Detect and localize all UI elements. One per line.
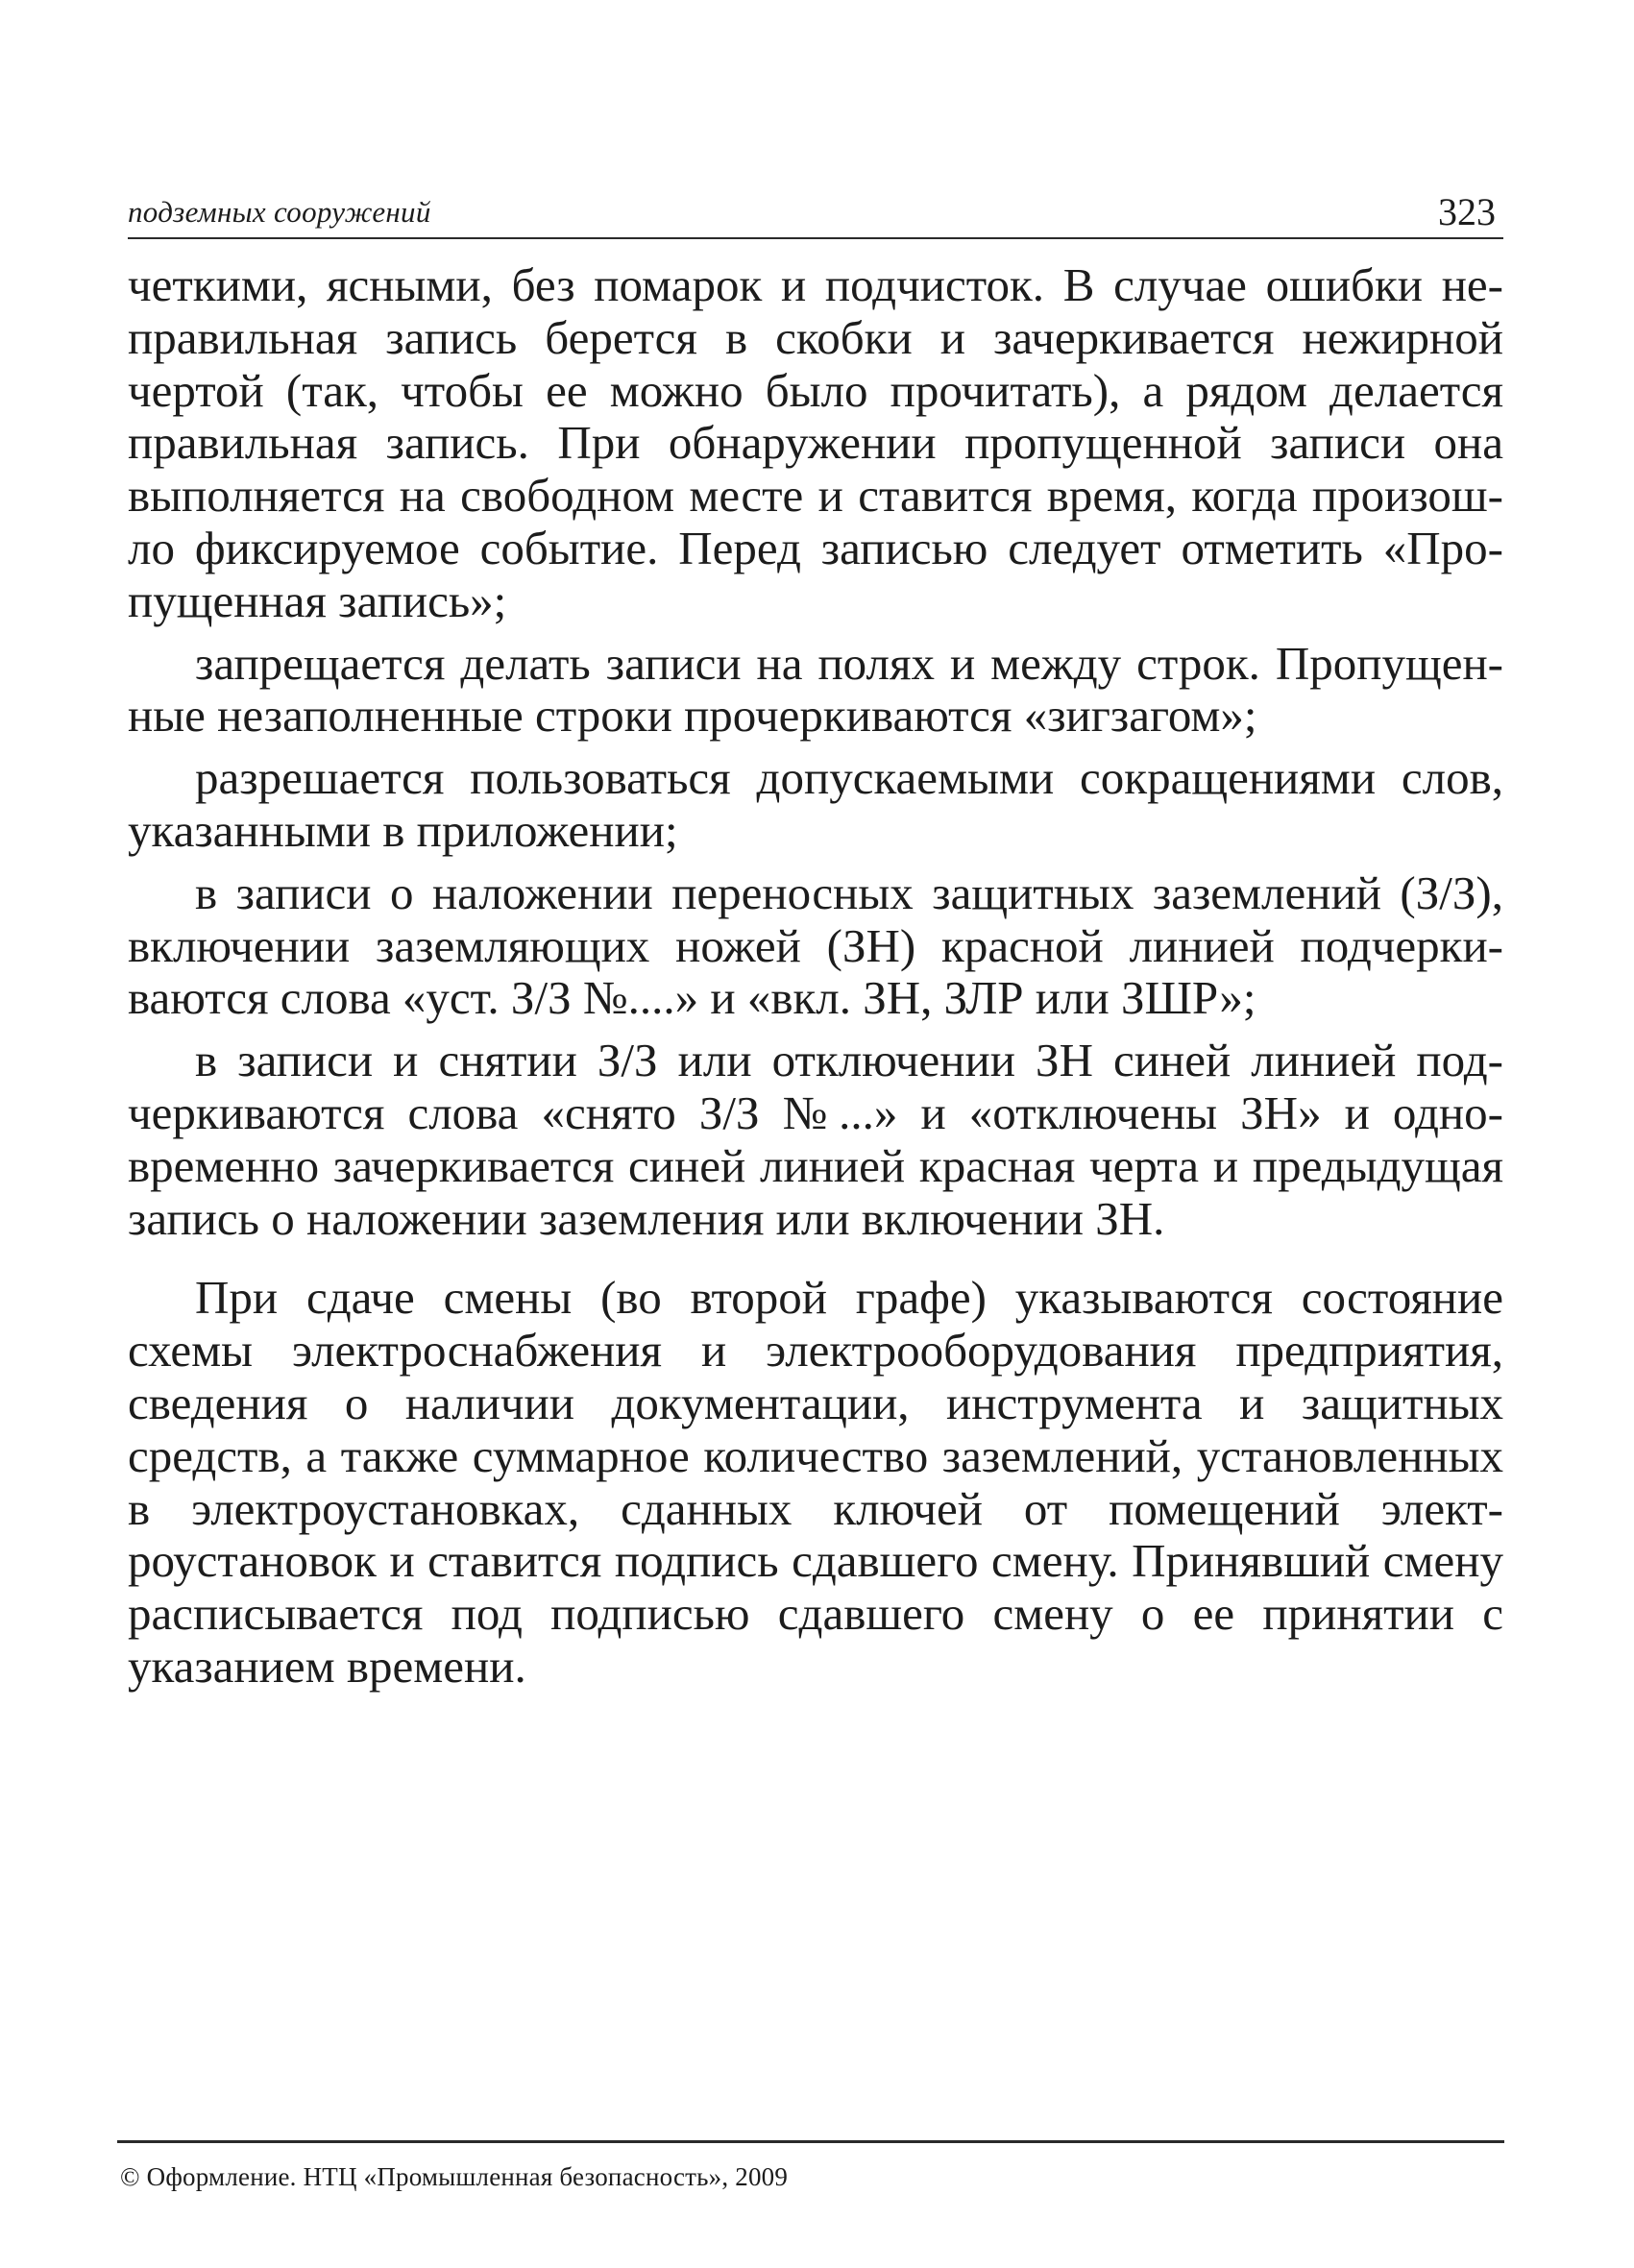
page-number: 323 xyxy=(1438,190,1496,233)
page-header xyxy=(128,187,1503,239)
paragraph-5: в записи и снятии З/З или отключении ЗН синей линией подчеркиваются слова «снято З/З №...» и «отключены ЗН» и одновременно зачеркивается синей линией красная черта и предыдущая запись о наложении заземления или включении ЗН. xyxy=(128,1034,1503,1245)
paragraph-4: в записи о наложении переносных защитных заземлений (З/З), включении заземляющих ножей (ЗН) красной линией подчеркиваются слова «уст. З/З №....» и «вкл. ЗН, ЗЛР или ЗШР»; xyxy=(128,866,1503,1025)
paragraph-6: При сдаче смены (во второй графе) указываются состояние схемы электроснабжения и электрооборудования предприятия, сведения о наличии документации, инструмента и защитных средств, а также суммарное количество заземлений, установленных в электроустановках, сданных ключей от помещений электроустановок и ставится подпись сдавшего смену. Принявший смену расписывается под подписью сдавшего смену о ее принятии с указанием времени. xyxy=(128,1271,1503,1693)
copyright-notice: © Оформление. НТЦ «Промышленная безопасность», 2009 xyxy=(120,2162,789,2191)
running-title: подземных сооружений xyxy=(128,195,431,229)
body-text xyxy=(128,259,1503,1694)
paragraph-2: запрещается делать записи на полях и между строк. Пропущенные незаполненные строки прочеркиваются «зигзагом»; xyxy=(128,636,1503,743)
paragraph-3: разрешается пользоваться допускаемыми сокращениями слов, указанными в приложении; xyxy=(128,751,1503,857)
paragraph-1: четкими, ясными, без помарок и подчисток. В случае ошибки неправильная запись берется в скобки и зачеркивается нежирной чертой (так, чтобы ее можно было прочитать), а рядом делается правильная запись. При обнаружении пропущенной записи она выполняется на свободном месте и ставится время, когда произошло фиксируемое событие. Перед записью следует отметить «Пропущенная запись»; xyxy=(128,258,1503,627)
page-footer xyxy=(117,2140,1504,2191)
